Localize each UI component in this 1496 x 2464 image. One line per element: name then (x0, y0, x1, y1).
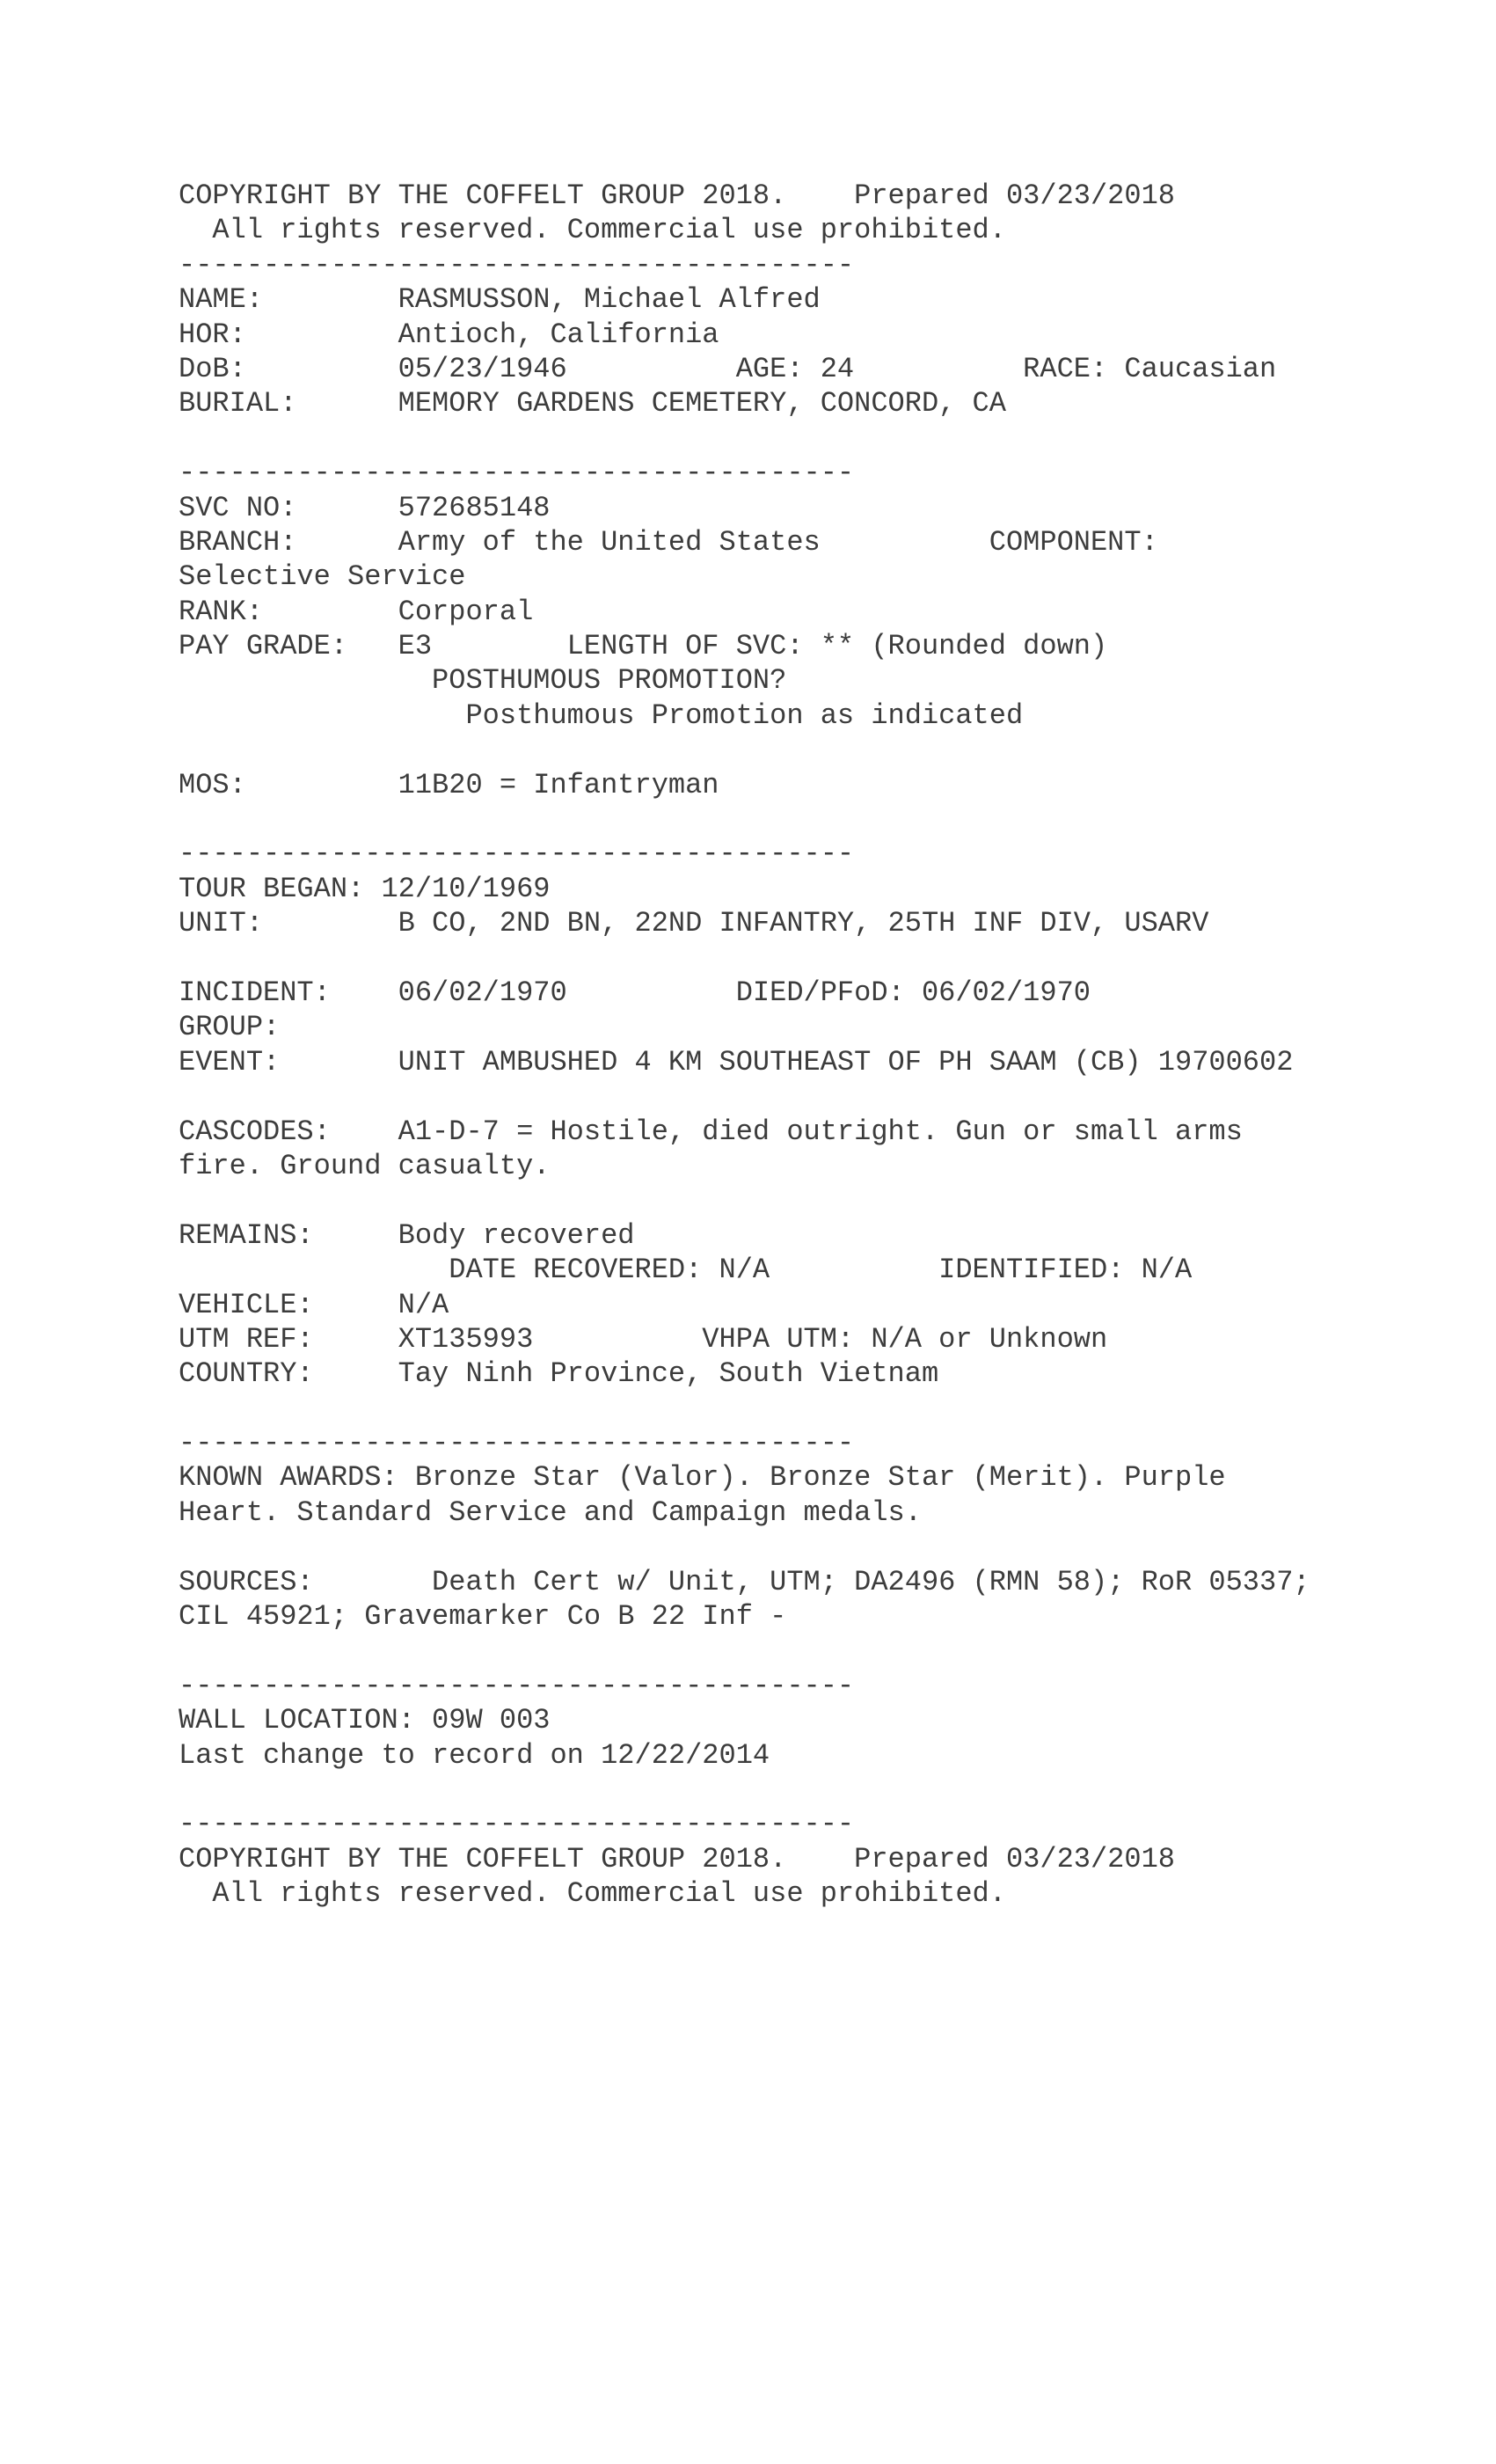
separator-line: ---------------------------------------- (179, 457, 855, 490)
burial-field: BURIAL: MEMORY GARDENS CEMETERY, CONCORD, CA (179, 387, 1006, 420)
separator-line: ---------------------------------------- (179, 837, 855, 871)
tour-began-field: TOUR BEGAN: 12/10/1969 (179, 872, 551, 905)
spacer (179, 1634, 1410, 1668)
remains-field: REMAINS: Body recovered (179, 1218, 635, 1252)
casualty-record (179, 179, 1410, 1912)
spacer (179, 1773, 1410, 1807)
separator-line: ---------------------------------------- (179, 248, 855, 281)
spacer (179, 1183, 1410, 1217)
posthumous-answer: Posthumous Promotion as indicated (179, 698, 1024, 732)
known-awards-continued: Heart. Standard Service and Campaign medals. (179, 1495, 922, 1529)
separator-line: ---------------------------------------- (179, 1427, 855, 1460)
known-awards-field: KNOWN AWARDS: Bronze Star (Valor). Bronze Star (Merit). Purple (179, 1461, 1226, 1495)
footer-rights: All rights reserved. Commercial use prohibited. (179, 1877, 1006, 1911)
vehicle-field: VEHICLE: N/A (179, 1288, 449, 1321)
cascodes-continued: fire. Ground casualty. (179, 1149, 551, 1182)
country-field: COUNTRY: Tay Ninh Province, South Vietnam (179, 1357, 939, 1391)
cascodes-field: CASCODES: A1-D-7 = Hostile, died outright. Gun or small arms (179, 1115, 1243, 1148)
name-field: NAME: RASMUSSON, Michael Alfred (179, 283, 821, 317)
group-field: GROUP: (179, 1011, 281, 1044)
utm-field: UTM REF: XT135993 VHPA UTM: N/A or Unknown (179, 1322, 1108, 1356)
sources-continued: CIL 45921; Gravemarker Co B 22 Inf - (179, 1600, 787, 1634)
spacer (179, 802, 1410, 837)
rank-field: RANK: Corporal (179, 595, 534, 628)
svc-no-field: SVC NO: 572685148 (179, 491, 551, 524)
spacer (179, 1079, 1410, 1114)
pay-grade-field: PAY GRADE: E3 LENGTH OF SVC: ** (Rounded down) (179, 630, 1108, 663)
component-field: Selective Service (179, 560, 466, 594)
wall-location-field: WALL LOCATION: 09W 003 (179, 1704, 551, 1737)
spacer (179, 421, 1410, 456)
spacer (179, 1530, 1410, 1564)
separator-line: ---------------------------------------- (179, 1669, 855, 1702)
sources-field: SOURCES: Death Cert w/ Unit, UTM; DA2496 (RMN 58); RoR 05337; (179, 1565, 1310, 1598)
hor-field: HOR: Antioch, California (179, 318, 719, 351)
incident-field: INCIDENT: 06/02/1970 DIED/PFoD: 06/02/1970 (179, 976, 1091, 1009)
footer-copyright: COPYRIGHT BY THE COFFELT GROUP 2018. Prepared 03/23/2018 (179, 1842, 1175, 1875)
unit-field: UNIT: B CO, 2ND BN, 22ND INFANTRY, 25TH INF DIV, USARV (179, 907, 1209, 940)
branch-field: BRANCH: Army of the United States COMPONENT: (179, 525, 1158, 559)
separator-line: ---------------------------------------- (179, 1808, 855, 1841)
header-copyright: COPYRIGHT BY THE COFFELT GROUP 2018. Prepared 03/23/2018 (179, 179, 1175, 212)
spacer (179, 1392, 1410, 1426)
recovered-field: DATE RECOVERED: N/A IDENTIFIED: N/A (179, 1254, 1193, 1287)
dob-field: DoB: 05/23/1946 AGE: 24 RACE: Caucasian (179, 352, 1277, 385)
header-rights: All rights reserved. Commercial use prohibited. (179, 214, 1006, 247)
last-change-field: Last change to record on 12/22/2014 (179, 1738, 770, 1772)
spacer (179, 941, 1410, 976)
posthumous-question: POSTHUMOUS PROMOTION? (179, 664, 787, 698)
spacer (179, 733, 1410, 767)
mos-field: MOS: 11B20 = Infantryman (179, 768, 719, 801)
event-field: EVENT: UNIT AMBUSHED 4 KM SOUTHEAST OF PH SAAM (CB) 19700602 (179, 1045, 1294, 1078)
